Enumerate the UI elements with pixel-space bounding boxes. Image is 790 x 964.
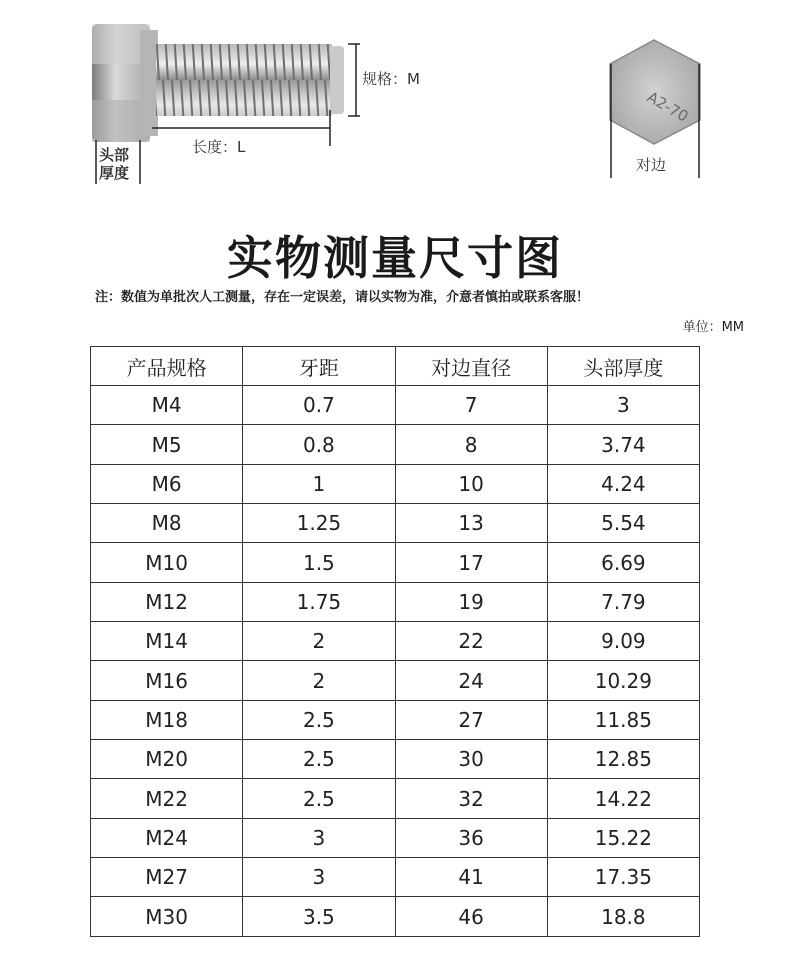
table-row bbox=[91, 740, 700, 779]
bolt-diagram bbox=[0, 0, 790, 200]
table-cell: 22 bbox=[395, 622, 547, 661]
table-row bbox=[91, 504, 700, 543]
table-cell: 1.25 bbox=[243, 504, 395, 543]
table-cell: 3 bbox=[243, 818, 395, 857]
head-marking: A2-70 bbox=[644, 87, 692, 126]
table-cell: 2 bbox=[243, 622, 395, 661]
table-cell: M8 bbox=[91, 504, 243, 543]
table-cell: M12 bbox=[91, 582, 243, 621]
table-cell: 3.74 bbox=[547, 425, 699, 464]
table-cell: 3 bbox=[547, 386, 699, 425]
across-flats-label: 对边 bbox=[636, 156, 667, 174]
bolt-head bbox=[92, 24, 158, 142]
table-header-row bbox=[91, 347, 700, 386]
table-cell: 17 bbox=[395, 543, 547, 582]
col-header-pitch: 牙距 bbox=[243, 347, 395, 386]
table-cell: M10 bbox=[91, 543, 243, 582]
table-cell: M30 bbox=[91, 897, 243, 937]
table-cell: 9.09 bbox=[547, 622, 699, 661]
table-cell: M6 bbox=[91, 464, 243, 503]
table-cell: 4.24 bbox=[547, 464, 699, 503]
table-cell: 7 bbox=[395, 386, 547, 425]
table-cell: 14.22 bbox=[547, 779, 699, 818]
table-cell: 3.5 bbox=[243, 897, 395, 937]
unit-label: 单位：MM bbox=[682, 320, 744, 335]
table-cell: 41 bbox=[395, 858, 547, 897]
table-row bbox=[91, 661, 700, 700]
table-cell: M16 bbox=[91, 661, 243, 700]
table-cell: 12.85 bbox=[547, 740, 699, 779]
table-cell: M27 bbox=[91, 858, 243, 897]
disclaimer-note: 注：数值为单批次人工测量，存在一定误差，请以实物为准，介意者慎拍或联系客服！ bbox=[95, 290, 590, 305]
table-cell: 36 bbox=[395, 818, 547, 857]
head-thickness-label-line2: 厚度 bbox=[99, 164, 130, 182]
table-cell: 7.79 bbox=[547, 582, 699, 621]
head-thickness-label-line1: 头部 bbox=[99, 146, 130, 164]
table-row bbox=[91, 543, 700, 582]
size-table bbox=[90, 346, 700, 937]
table-body bbox=[91, 386, 700, 937]
table-row bbox=[91, 464, 700, 503]
table-cell: 46 bbox=[395, 897, 547, 937]
table-cell: M18 bbox=[91, 700, 243, 739]
table-cell: 19 bbox=[395, 582, 547, 621]
table-cell: 17.35 bbox=[547, 858, 699, 897]
table-cell: 11.85 bbox=[547, 700, 699, 739]
table-cell: 5.54 bbox=[547, 504, 699, 543]
col-header-spec: 产品规格 bbox=[91, 347, 243, 386]
table-cell: 18.8 bbox=[547, 897, 699, 937]
col-header-across-flats: 对边直径 bbox=[395, 347, 547, 386]
table-cell: 10.29 bbox=[547, 661, 699, 700]
table-cell: 30 bbox=[395, 740, 547, 779]
table-row bbox=[91, 386, 700, 425]
bolt-shank bbox=[156, 44, 344, 116]
table-cell: 2.5 bbox=[243, 740, 395, 779]
table-row bbox=[91, 818, 700, 857]
length-label: 长度：L bbox=[192, 138, 246, 156]
table-row bbox=[91, 779, 700, 818]
table-cell: M24 bbox=[91, 818, 243, 857]
table-cell: 2 bbox=[243, 661, 395, 700]
table-cell: 10 bbox=[395, 464, 547, 503]
table-row bbox=[91, 897, 700, 937]
table-cell: 2.5 bbox=[243, 779, 395, 818]
table-row bbox=[91, 622, 700, 661]
table-cell: M4 bbox=[91, 386, 243, 425]
table-cell: 3 bbox=[243, 858, 395, 897]
table-cell: 0.8 bbox=[243, 425, 395, 464]
table-cell: 32 bbox=[395, 779, 547, 818]
table-row bbox=[91, 582, 700, 621]
table-cell: 6.69 bbox=[547, 543, 699, 582]
table-cell: 15.22 bbox=[547, 818, 699, 857]
table-cell: 27 bbox=[395, 700, 547, 739]
table-cell: M20 bbox=[91, 740, 243, 779]
table-cell: 24 bbox=[395, 661, 547, 700]
spec-label: 规格：M bbox=[362, 70, 420, 88]
col-header-head-thickness: 头部厚度 bbox=[547, 347, 699, 386]
table-cell: 2.5 bbox=[243, 700, 395, 739]
table-cell: 1.5 bbox=[243, 543, 395, 582]
table-cell: 13 bbox=[395, 504, 547, 543]
table-cell: 1.75 bbox=[243, 582, 395, 621]
table-row bbox=[91, 700, 700, 739]
table-row bbox=[91, 858, 700, 897]
table-cell: M5 bbox=[91, 425, 243, 464]
table-cell: M14 bbox=[91, 622, 243, 661]
table-cell: 1 bbox=[243, 464, 395, 503]
table-row bbox=[91, 425, 700, 464]
table-cell: 8 bbox=[395, 425, 547, 464]
page-title: 实物测量尺寸图 bbox=[227, 231, 563, 285]
table-cell: 0.7 bbox=[243, 386, 395, 425]
table-cell: M22 bbox=[91, 779, 243, 818]
